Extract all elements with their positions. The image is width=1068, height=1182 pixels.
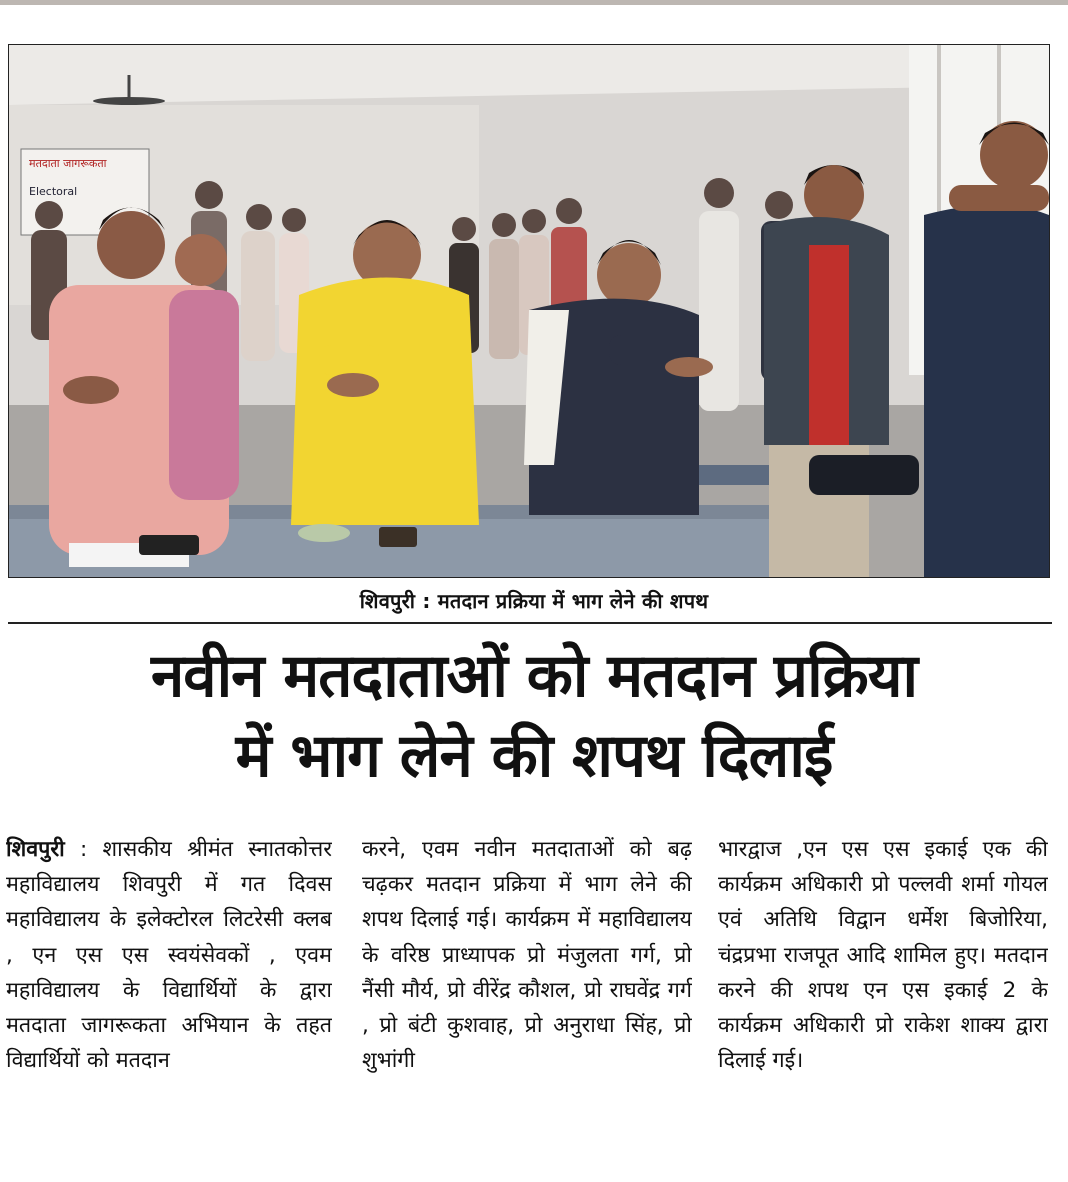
headline-line-2: में भाग लेने की शपथ दिलाई	[235, 721, 833, 791]
top-rule	[0, 0, 1068, 5]
column-1-text: : शासकीय श्रीमंत स्नातकोत्तर महाविद्यालय शिवपुरी में गत दिवस महाविद्यालय के इलेक्टोरल लिटरेसी क्लब , एन एस एस स्वयंसेवकों , एवम महाविद्यालय के विद्यार्थियों के द्वारा मतदाता जागरूकता अभियान के तहत विद्यार्थियों को मतदान	[6, 837, 332, 1074]
column-2-text: करने, एवम नवीन मतदाताओं को बढ़ चढ़कर मतदान प्रक्रिया में भाग लेने की शपथ दिलाई गई। कार्यक्रम में महाविद्यालय के वरिष्ठ प्राध्यापक प्रो मंजुलता गर्ग, प्रो नैंसी मौर्य, प्रो वीरेंद्र कौशल, प्रो राघवेंद्र गर्ग , प्रो बंटी कुशवाह, प्रो अनुराधा सिंह, प्रो शुभांगी	[362, 837, 692, 1074]
article-column-3	[718, 832, 1048, 1152]
headline	[0, 636, 1068, 796]
headline-line-1: नवीन मतदाताओं को मतदान प्रक्रिया	[150, 641, 918, 711]
article-column-2	[362, 832, 692, 1152]
article-body	[6, 832, 1046, 1162]
banner-text: मतदाता जागरूकता	[29, 157, 107, 170]
photo-caption: शिवपुरी : मतदान प्रक्रिया में भाग लेने की शपथ	[359, 589, 709, 613]
dateline: शिवपुरी	[6, 837, 65, 862]
classroom-oath-illustration	[9, 45, 1049, 577]
banner-subtext: Electoral	[29, 185, 78, 198]
divider	[8, 622, 1052, 624]
news-photo	[8, 44, 1050, 578]
column-3-text: भारद्वाज ,एन एस एस इकाई एक की कार्यक्रम अधिकारी प्रो पल्लवी शर्मा गोयल एवं अतिथि विद्वान धर्मेश बिजोरिया, चंद्रप्रभा राजपूत आदि शामिल हुए। मतदान करने की शपथ एन एस इकाई 2 के कार्यक्रम अधिकारी प्रो राकेश शाक्य द्वारा दिलाई गई।	[718, 837, 1048, 1074]
article-column-1	[6, 832, 332, 1152]
